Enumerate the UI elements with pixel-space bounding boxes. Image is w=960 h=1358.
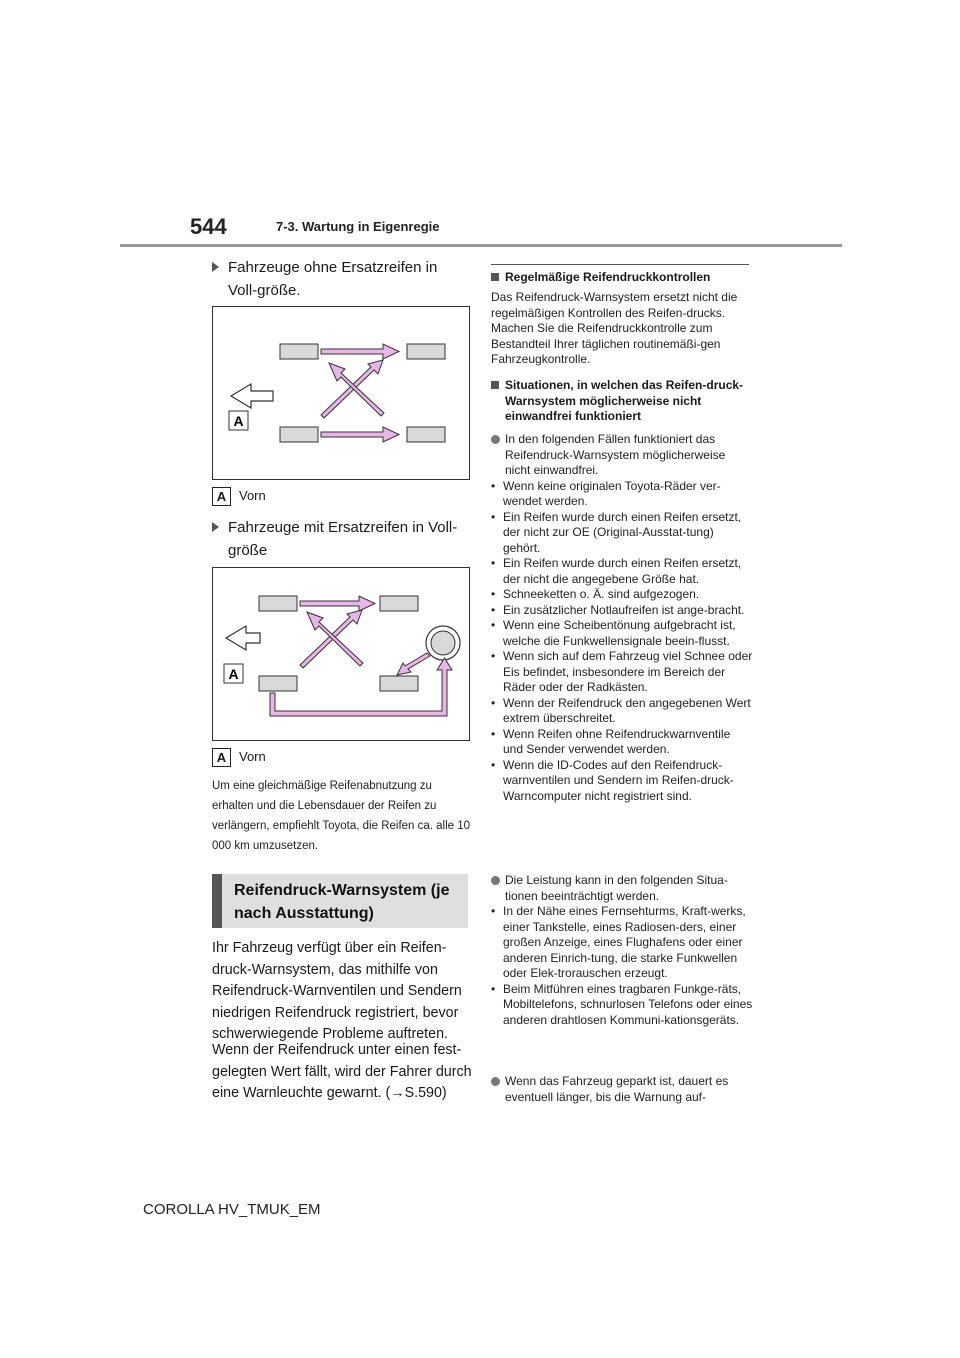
tpms-intro-paragraph: Ihr Fahrzeug verfügt über ein Reifen-druck-Warnsystem, das mithilfe von Reifendruck-Warnventilen und Sendern niedrigen Reifendruck registriert, bevor schwerwiegende Probleme auftreten. [212,940,462,1042]
list-item: • Beim Mitführen eines tragbaren Funkge-räts, Mobiltelefons, schnurlosen Telefons oder eines anderen drahtlosen Kommuni-kationsgeräts. [491,981,753,1027]
tire-rear-right [380,676,418,691]
list-item: • Wenn sich auf dem Fahrzeug viel Schnee oder Eis befindet, insbesondere im Bereich der Räder oder der Radkästen. [491,649,753,694]
triangle-bullet-icon [212,522,219,532]
rotation-diagram-no-spare [212,306,470,480]
section-heading-tpms: Reifendruck-Warnsystem (je nach Ausstattung) [212,874,468,928]
arrow-front-left-to-right [300,596,375,611]
rotation-diagram-with-spare [212,567,470,741]
tire-rear-left [259,676,297,691]
list-item: • In der Nähe eines Fernsehturms, Kraft-werks, einer Tankstelle, eines Radiosen-ders, einer großen Anzeige, eines Flughafens oder einer anderen Einrich-tung, die starke Funkwellen oder Elek-trorauschen erzeugt. [491,904,746,980]
circle-bullet-icon [491,876,500,885]
performance-cases: Die Leistung kann in den folgenden Situa-tionen beeinträchtigt werden. • In der Nähe eines Fernsehturms, Kraft-werks, einer Tankstelle, eines Radiosen-ders, einer großen Anzeige, eines Flughafens oder einer anderen Einrich-tung, die starke Funkwellen oder Elek-trorauschen erzeugt. • Beim Mitführen eines tragbaren Funkge-räts, Mobiltelefons, schnurlosen Telefons oder eines anderen drahtlosen Kommuni-kationsgeräts. [491,873,753,1027]
circle-bullet-icon [491,435,500,444]
list-item: • Schneeketten o. Ä. sind aufgezogen. [491,587,700,601]
performance-bullet-list [491,904,753,1028]
rotation-diagram-spare-svg [213,568,469,740]
list-item: • Ein Reifen wurde durch einen Reifen ersetzt, der nicht die angegebene Größe hat. [491,556,742,586]
heading-malfunction-situations: Situationen, in welchen das Reifen-druck-Warnsystem möglicherweise nicht einwandfrei funktioniert [491,378,753,425]
front-label-text: A [228,666,239,682]
spare-tire-icon [431,631,455,655]
tire-front-right [380,596,418,611]
front-direction-arrow-icon [231,384,273,408]
page-number: 544 [190,214,227,239]
malfunction-cases: In den folgenden Fällen funktioniert das Reifendruck-Warnsystem möglicherweise nicht einwandfrei. • Wenn keine originalen Toyota-Räder ver-wendet werden. • Ein Reifen wurde durch einen Reifen ersetzt, der nicht zur OE (Original-Ausstat-tung) gehört. • Ein Reifen wurde durch einen Reifen ersetzt, der nicht die angegebene Größe hat. • Schneeketten o. Ä. sind aufgezogen. • Ein zusätzlicher Notlaufreifen ist ange-bracht. • Wenn eine Scheibentönung aufgebracht ist, welche die Funkwellensignale beein-flusst. • Wenn sich auf dem Fahrzeug viel Schnee oder Eis befindet, insbesondere im Bereich der Räder oder der Radkästen. • Wenn der Reifendruck den angegebenen Wert extrem überschreitet. • Wenn Reifen ohne Reifendruckwarnventile und Sender verwendet werden. • Wenn die ID-Codes auf den Reifendruck-warnventilen und Sendern im Reifen-druck-Warncomputer nicht registriert sind. [491,432,753,803]
list-item: • Ein zusätzlicher Notlaufreifen ist ange-bracht. [491,602,745,617]
tire-front-left [280,344,318,359]
list-item: • Wenn die ID-Codes auf den Reifendruck-warnventilen und Sendern im Reifen-druck-Warncomputer nicht registriert sind. [491,757,734,803]
footer-model-code: COROLLA HV_TMUK_EM [143,1201,321,1218]
legend-text: Vorn [239,749,266,764]
legend-front-1 [212,487,266,506]
tpms-warning-paragraph: Wenn der Reifendruck unter einen fest-gelegten Wert fällt, wird der Fahrer durch eine Warnleuchte gewarnt. (→S.590) [212,1042,472,1101]
regular-checks-paragraph: Das Reifendruck-Warnsystem ersetzt nicht die regelmäßigen Kontrollen des Reifen-drucks. Machen Sie die Reifendruckkontrolle zum Bestandteil Ihrer täglichen routinemäßi-gen Fahrzeugkontrolle. [491,290,738,366]
header-divider [120,244,842,247]
legend-front-2 [212,748,266,767]
section-title: 7-3. Wartung in Eigenregie [276,219,440,234]
rotation-diagram-svg [213,307,469,479]
list-item: • Wenn eine Scheibentönung aufgebracht ist, welche die Funkwellensignale beein-flusst. [491,618,736,648]
parked-vehicle-note: Wenn das Fahrzeug geparkt ist, dauert es eventuell länger, bis die Warnung auf- [491,1074,753,1105]
front-direction-arrow-icon [226,626,260,650]
tire-rear-left [280,427,318,442]
circle-bullet-icon [491,1077,500,1086]
item-heading-with-spare: Fahrzeuge mit Ersatzreifen in Voll-größe [212,516,470,562]
item-heading-no-spare: Fahrzeuge ohne Ersatzreifen in Voll-größe. [212,256,470,302]
right-section-divider [491,264,749,265]
arrow-spare-to-rear [397,653,430,675]
legend-badge: A [212,748,231,767]
arrow-rear-left-to-right [321,427,399,442]
heading-regular-checks: Regelmäßige Reifendruckkontrollen [491,270,751,286]
rotation-recommendation-text: Um eine gleichmäßige Reifenabnutzung zu erhalten und die Lebensdauer der Reifen zu verlängern, empfiehlt Toyota, die Reifen ca. alle 10 000 km umzusetzen. [212,780,471,852]
malfunction-bullet-list [491,479,753,805]
arrow-front-left-to-right [321,344,399,359]
list-item: • Ein Reifen wurde durch einen Reifen ersetzt, der nicht zur OE (Original-Ausstat-tung) gehört. [491,509,742,555]
list-item: • Wenn Reifen ohne Reifendruckwarnventile und Sender verwendet werden. [491,726,731,756]
legend-text: Vorn [239,488,266,503]
front-label-text: A [233,413,244,429]
square-bullet-icon [491,273,499,281]
list-item: • Wenn der Reifendruck den angegebenen Wert extrem überschreitet. [491,695,751,725]
list-item: • Wenn keine originalen Toyota-Räder ver-wendet werden. [491,478,721,508]
tire-front-left [259,596,297,611]
legend-badge: A [212,487,231,506]
triangle-bullet-icon [212,262,219,272]
tire-front-right [407,344,445,359]
tire-rear-right [407,427,445,442]
square-bullet-icon [491,381,499,389]
